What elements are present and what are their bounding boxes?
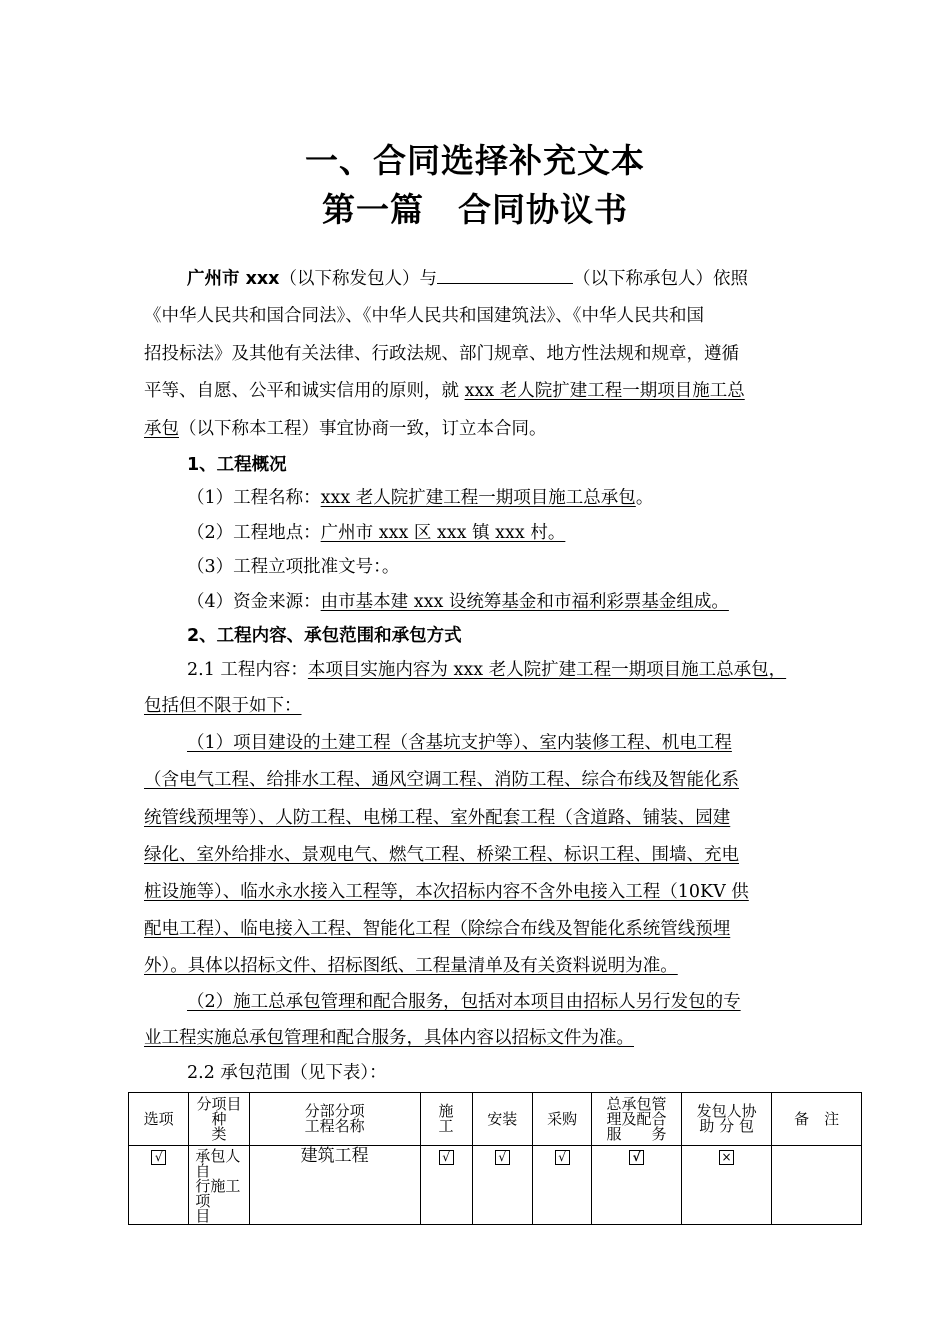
contractor-blank[interactable] xyxy=(437,269,573,284)
item-fund-source: （4）资金来源：由市基本建 xxx 设统筹基金和市福利彩票基金组成。 xyxy=(187,592,729,612)
employer-name: 广州市 xxx xyxy=(187,269,280,289)
section1-heading: 1、工程概况 xyxy=(187,455,287,475)
scope-p1-line-6: 配电工程）、临电接入工程、智能化工程（除综合布线及智能化系统管线预埋 xyxy=(144,919,731,939)
scope-p1-line-5: 桩设施等）、临水永水接入工程等，本次招标内容不含外电接入工程（10KV 供 xyxy=(144,882,749,902)
header-management: 总承包管 理及配合 服 务 xyxy=(592,1093,682,1146)
scope-22-label: 2.2 承包范围（见下表）： xyxy=(187,1063,387,1083)
remark-cell[interactable] xyxy=(772,1146,862,1225)
table-header-row xyxy=(129,1093,862,1146)
header-install: 安装 xyxy=(472,1093,532,1146)
scope-p1-line-1: （1）项目建设的土建工程（含基坑支护等）、室内装修工程、机电工程 xyxy=(187,733,732,753)
category-cell: 承包人自 行施工项 目 xyxy=(189,1146,249,1225)
scope-p1-line-4: 绿化、室外给排水、景观电气、燃气工程、桥梁工程、标识工程、围墙、充电 xyxy=(144,845,739,865)
intro-line-1 xyxy=(187,269,748,289)
content-21-line-1: 2.1 工程内容：本项目实施内容为 xxx 老人院扩建工程一期项目施工总承包， xyxy=(187,660,787,680)
header-purchase: 采购 xyxy=(532,1093,591,1146)
item-approval-number: （3）工程立项批准文号：。 xyxy=(187,557,400,577)
item-project-location: （2）工程地点：广州市 xxx 区 xxx 镇 xxx 村。 xyxy=(187,523,566,543)
assist-checkbox[interactable]: × xyxy=(719,1150,734,1165)
header-work-name: 分部分项 工程名称 xyxy=(249,1093,420,1146)
header-option: 选项 xyxy=(129,1093,189,1146)
option-checkbox[interactable]: √ xyxy=(151,1150,166,1165)
scope-p1-line-2: （含电气工程、给排水工程、通风空调工程、消防工程、综合布线及智能化系 xyxy=(144,770,739,790)
scope-p2-line-1: （2）施工总承包管理和配合服务，包括对本项目由招标人另行发包的专 xyxy=(187,992,741,1012)
scope-table xyxy=(128,1092,862,1225)
header-remark: 备 注 xyxy=(772,1093,862,1146)
construction-checkbox[interactable]: √ xyxy=(439,1150,454,1165)
purchase-checkbox[interactable]: √ xyxy=(555,1150,570,1165)
intro-line-5: 承包（以下称本工程）事宜协商一致，订立本合同。 xyxy=(144,419,547,439)
header-assist: 发包人协 助 分 包 xyxy=(681,1093,772,1146)
intro-text: （以下称承包人）依照 xyxy=(572,269,748,289)
intro-line-2: 《中华人民共和国合同法》、《中华人民共和国建筑法》、《中华人民共和国 xyxy=(144,306,704,326)
table-row xyxy=(129,1146,862,1225)
project-name-underlined: xxx 老人院扩建工程一期项目施工总 xyxy=(464,381,745,401)
intro-line-4: 平等、自愿、公平和诚实信用的原则，就 xxx 老人院扩建工程一期项目施工总 xyxy=(144,381,745,401)
management-checkbox[interactable]: √ xyxy=(629,1150,644,1165)
intro-line-3: 招投标法》及其他有关法律、行政法规、部门规章、地方性法规和规章，遵循 xyxy=(144,344,739,364)
scope-p1-line-3: 统管线预埋等）、人防工程、电梯工程、室外配套工程（含道路、铺装、园建 xyxy=(144,808,731,828)
sub-title: 第一篇 合同协议书 xyxy=(322,190,628,229)
header-construction: 施 工 xyxy=(420,1093,472,1146)
install-checkbox[interactable]: √ xyxy=(495,1150,510,1165)
main-title: 一、合同选择补充文本 xyxy=(305,141,645,180)
scope-p1-line-7: 外）。具体以招标文件、招标图纸、工程量清单及有关资料说明为准。 xyxy=(144,956,678,976)
item-project-name: （1）工程名称：xxx 老人院扩建工程一期项目施工总承包。 xyxy=(187,488,654,508)
content-21-line-2: 包括但不限于如下： xyxy=(144,696,302,716)
work-name-cell: 建筑工程 xyxy=(249,1146,420,1225)
intro-text: （以下称发包人）与 xyxy=(279,269,437,289)
section2-heading: 2、工程内容、承包范围和承包方式 xyxy=(187,626,462,646)
scope-p2-line-2: 业工程实施总承包管理和配合服务，具体内容以招标文件为准。 xyxy=(144,1028,634,1048)
header-category: 分项目种 类 xyxy=(189,1093,249,1146)
